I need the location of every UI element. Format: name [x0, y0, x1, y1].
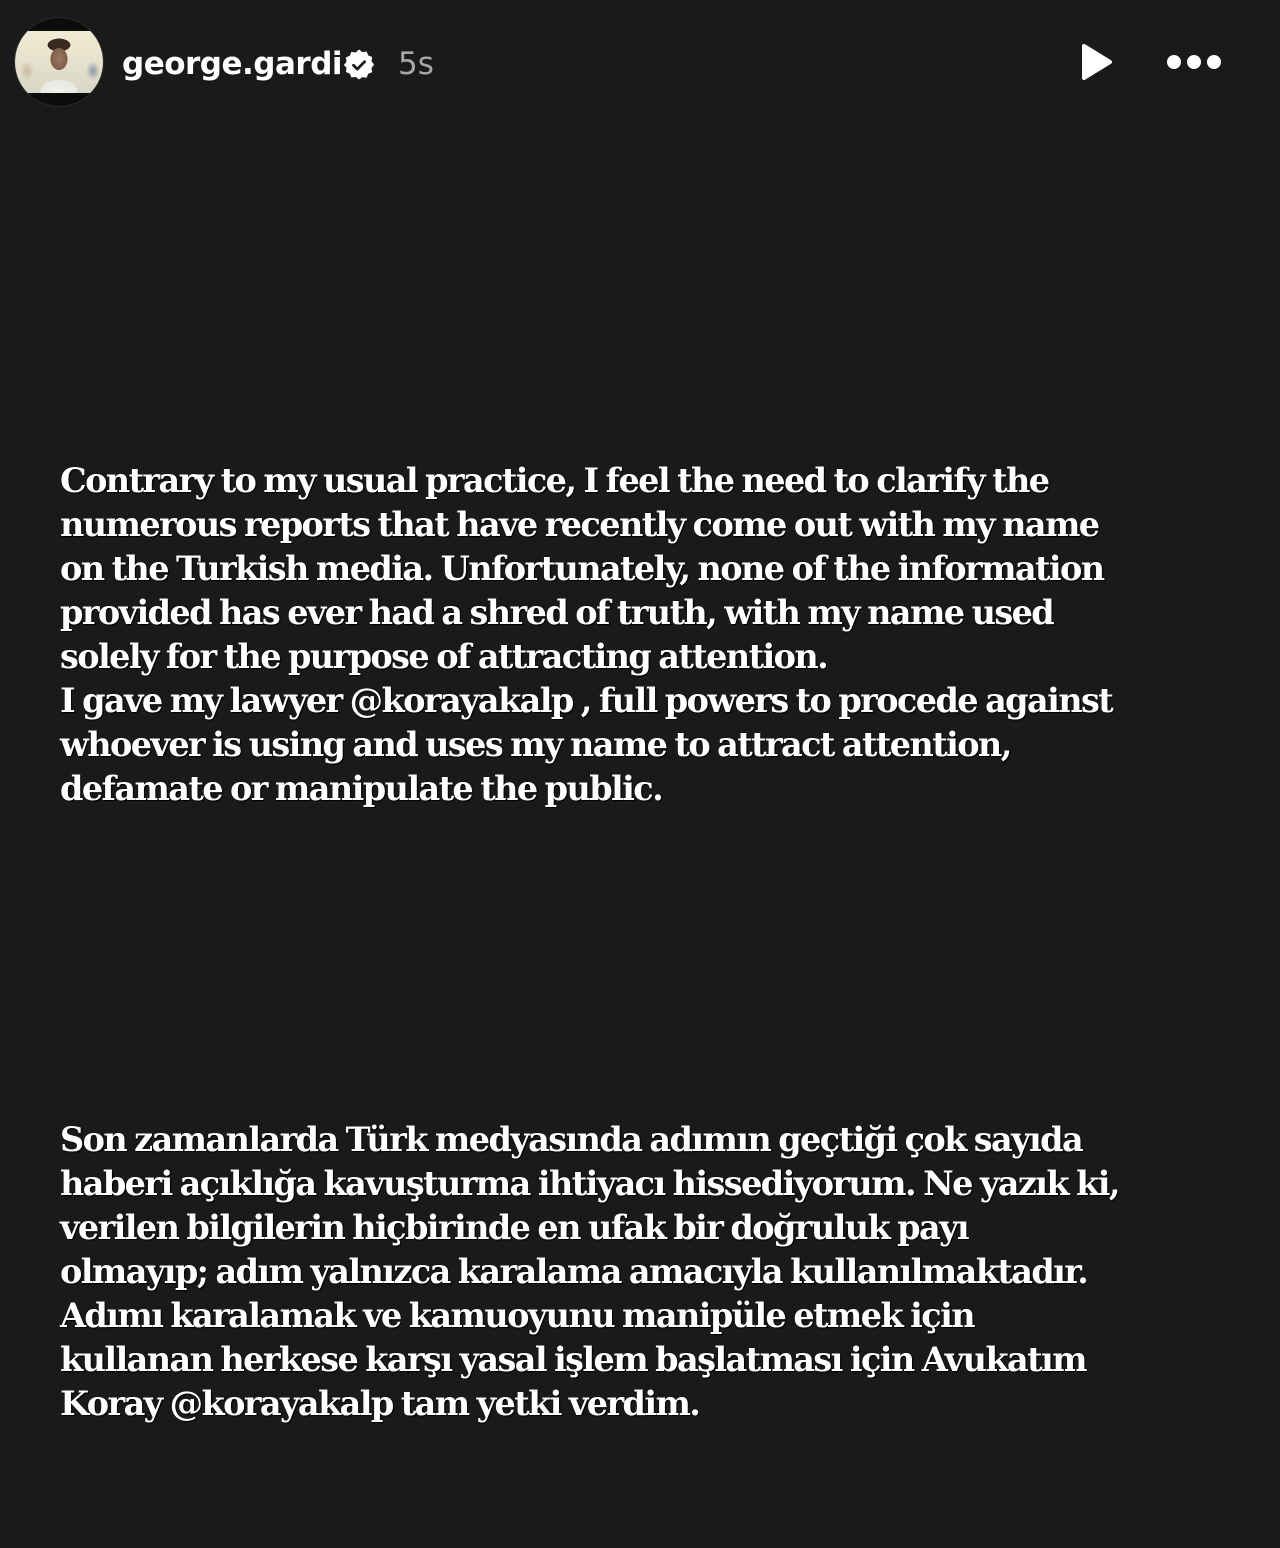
text-line: kullanan herkese karşı yasal işlem başlatması için Avukatım: [60, 1340, 1086, 1379]
story-text-turkish: [60, 1118, 1275, 1426]
more-horizontal-icon: [1162, 48, 1226, 76]
text-line: Contrary to my usual practice, I feel the need to clarify the: [60, 461, 1049, 500]
text-line: solely for the purpose of attracting attention.: [60, 637, 828, 676]
text-line: haberi açıklığa kavuşturma ihtiyacı hissediyorum. Ne yazık ki,: [60, 1164, 1119, 1203]
play-button[interactable]: [1074, 40, 1118, 84]
text-line-with-mention[interactable]: I gave my lawyer @korayakalp , full powers to procede against: [60, 681, 1113, 720]
text-line: verilen bilgilerin hiçbirinde en ufak bir doğruluk payı: [60, 1208, 969, 1247]
avatar-photo: [15, 31, 103, 93]
play-icon: [1074, 40, 1118, 84]
username-link[interactable]: george.gardi: [122, 46, 343, 82]
verified-badge-icon: [342, 48, 376, 82]
text-line: whoever is using and uses my name to attract attention,: [60, 725, 1011, 764]
more-options-button[interactable]: [1162, 48, 1226, 76]
text-line: Son zamanlarda Türk medyasında adımın geçtiği çok sayıda: [60, 1120, 1083, 1159]
story-timestamp: 5s: [398, 46, 434, 82]
story-header: [0, 0, 1280, 130]
story-text-english: [60, 459, 1275, 811]
profile-avatar[interactable]: [15, 18, 103, 106]
text-line: Adımı karalamak ve kamuoyunu manipüle etmek için: [60, 1296, 974, 1335]
text-line: olmayıp; adım yalnızca karalama amacıyla kullanılmaktadır.: [60, 1252, 1088, 1291]
text-line: provided has ever had a shred of truth, with my name used: [60, 593, 1054, 632]
text-line: numerous reports that have recently come out with my name: [60, 505, 1099, 544]
text-line: on the Turkish media. Unfortunately, none of the information: [60, 549, 1104, 588]
text-line: defamate or manipulate the public.: [60, 769, 663, 808]
text-line-with-mention[interactable]: Koray @korayakalp tam yetki verdim.: [60, 1384, 700, 1423]
